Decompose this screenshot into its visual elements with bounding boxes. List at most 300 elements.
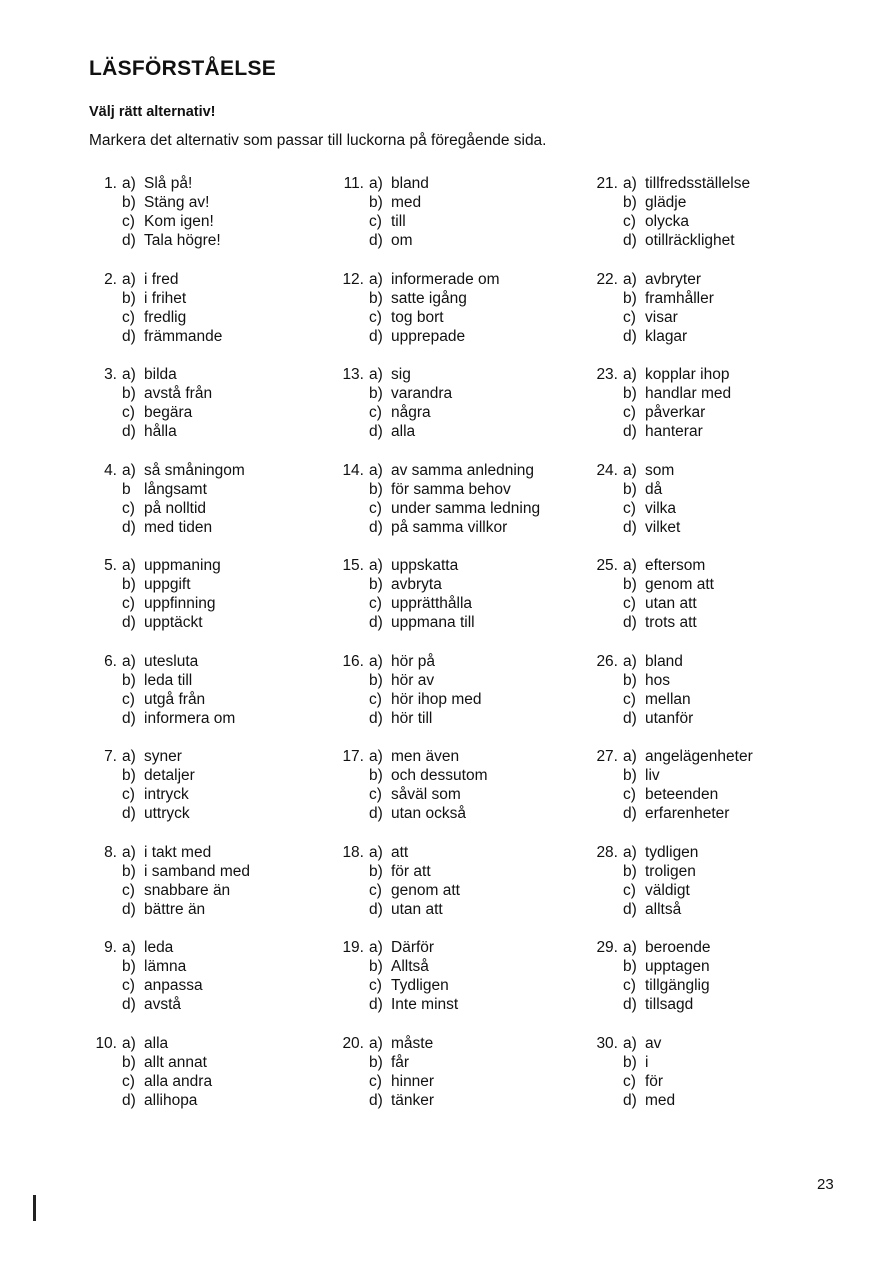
- option-text: avstå från: [144, 385, 213, 402]
- option-letter: d): [369, 709, 383, 727]
- answer-option: [590, 518, 753, 537]
- question-number: [590, 804, 623, 823]
- option-text: Kom igen!: [144, 213, 214, 230]
- answer-option: [336, 231, 540, 250]
- option-letter: c): [623, 499, 636, 517]
- option-text: varandra: [391, 385, 453, 402]
- option-letter: b): [623, 862, 637, 880]
- option-letter: d): [122, 709, 136, 727]
- option-text: eftersom: [645, 557, 706, 574]
- answer-option: [590, 403, 753, 422]
- question-number: [89, 327, 122, 346]
- question-number: [89, 480, 122, 499]
- option-letter: d): [369, 232, 383, 249]
- answer-option: [336, 613, 540, 632]
- option-text: otillräcklighet: [645, 232, 735, 249]
- option-text: avstå: [144, 996, 182, 1013]
- option-letter: b): [623, 194, 637, 211]
- answer-option: [590, 652, 753, 671]
- option-text: Inte minst: [391, 996, 459, 1013]
- question-item: [89, 747, 250, 843]
- answer-option: [336, 690, 540, 709]
- option-letter: a): [122, 1034, 136, 1052]
- option-text: får: [391, 1053, 410, 1071]
- answer-option: [89, 231, 250, 250]
- question-number: [89, 766, 122, 785]
- option-text: hinner: [391, 1072, 435, 1090]
- option-text: trots att: [645, 614, 697, 631]
- answer-option: [590, 365, 753, 384]
- question-number: [89, 881, 122, 900]
- question-item: [336, 1034, 540, 1130]
- answer-option: [89, 480, 250, 499]
- answer-option: [590, 193, 753, 212]
- option-text: på nolltid: [144, 499, 207, 517]
- answer-option: [89, 384, 250, 403]
- question-number: [590, 709, 623, 728]
- option-letter: a): [122, 461, 136, 479]
- question-number: 22.: [596, 270, 618, 288]
- question-number: [590, 881, 623, 900]
- question-number: [590, 518, 623, 537]
- answer-option: [89, 652, 250, 671]
- option-letter: c): [369, 595, 382, 612]
- answer-option: [336, 365, 540, 384]
- option-text: i frihet: [144, 289, 187, 307]
- option-text: hör till: [391, 709, 433, 727]
- option-letter: b): [122, 671, 136, 689]
- answer-option: [89, 403, 250, 422]
- option-text: Stäng av!: [144, 194, 210, 211]
- option-letter: b): [623, 1053, 637, 1071]
- option-letter: d): [122, 327, 136, 345]
- option-text: intryck: [144, 786, 189, 803]
- page-number: 23: [817, 1176, 834, 1193]
- option-letter: d): [369, 614, 383, 631]
- question-number: [590, 384, 623, 403]
- question-number: 24.: [596, 461, 618, 479]
- question-item: [590, 652, 753, 748]
- question-number: [89, 785, 122, 804]
- question-number: [336, 804, 369, 823]
- option-text: informera om: [144, 709, 236, 727]
- question-number: [89, 976, 122, 995]
- option-text: angelägenheter: [645, 748, 753, 765]
- option-text: med: [391, 194, 422, 211]
- question-number: [336, 671, 369, 690]
- option-letter: d): [623, 900, 637, 918]
- answer-option: [590, 976, 753, 995]
- option-letter: d): [122, 232, 136, 249]
- option-letter: b): [623, 671, 637, 689]
- answer-option: [336, 518, 540, 537]
- option-letter: b): [122, 194, 136, 211]
- option-letter: c): [122, 595, 135, 612]
- option-text: främmande: [144, 327, 223, 345]
- option-text: troligen: [645, 862, 696, 880]
- option-text: för: [645, 1072, 664, 1090]
- option-text: så småningom: [144, 461, 245, 479]
- question-number: [89, 575, 122, 594]
- question-number: [336, 327, 369, 346]
- answer-option: [336, 709, 540, 728]
- answer-option: [336, 881, 540, 900]
- option-text: upprepade: [391, 327, 466, 345]
- question-item: [89, 365, 250, 461]
- option-text: glädje: [645, 194, 687, 211]
- answer-option: [590, 938, 753, 957]
- question-number: 4.: [104, 461, 117, 479]
- option-text: alla andra: [144, 1072, 213, 1090]
- option-letter: c): [369, 308, 382, 326]
- answer-option: [590, 461, 753, 480]
- option-letter: d): [623, 327, 637, 345]
- option-letter: b): [369, 480, 383, 498]
- option-text: Tala högre!: [144, 232, 221, 249]
- question-number: [336, 976, 369, 995]
- answer-option: [89, 327, 250, 346]
- answer-option: [89, 174, 250, 193]
- option-text: satte igång: [391, 289, 467, 307]
- answer-option: [336, 747, 540, 766]
- answer-option: [590, 766, 753, 785]
- answer-option: [336, 289, 540, 308]
- answer-option: [590, 671, 753, 690]
- question-number: 7.: [104, 748, 117, 765]
- option-letter: b): [369, 767, 383, 784]
- question-column-3: [590, 174, 753, 1129]
- option-text: beteenden: [645, 786, 719, 803]
- option-letter: a): [369, 557, 383, 574]
- question-number: [590, 499, 623, 518]
- option-text: med: [645, 1091, 676, 1109]
- question-number: 8.: [104, 843, 117, 861]
- question-number: [89, 671, 122, 690]
- option-text: upptäckt: [144, 614, 203, 631]
- option-letter: a): [122, 843, 136, 861]
- option-letter: a): [623, 366, 637, 383]
- option-text: såväl som: [391, 786, 461, 803]
- option-text: utan att: [391, 900, 443, 918]
- answer-option: [336, 270, 540, 289]
- option-text: utanför: [645, 709, 694, 727]
- answer-option: [89, 1053, 250, 1072]
- answer-option: [590, 575, 753, 594]
- answer-option: [89, 766, 250, 785]
- answer-option: [89, 289, 250, 308]
- option-letter: d): [369, 423, 383, 440]
- option-text: för att: [391, 862, 431, 880]
- question-number: [89, 995, 122, 1014]
- option-letter: c): [623, 1072, 636, 1090]
- question-number: [89, 422, 122, 441]
- question-number: [89, 709, 122, 728]
- option-letter: c): [122, 404, 135, 421]
- option-text: genom att: [645, 576, 714, 593]
- answer-option: [590, 1053, 753, 1072]
- question-item: [590, 365, 753, 461]
- option-text: under samma ledning: [391, 499, 541, 517]
- option-letter: c): [122, 1072, 135, 1090]
- option-text: utgå från: [144, 690, 206, 708]
- option-text: anpassa: [144, 977, 203, 994]
- option-text: vilket: [645, 518, 681, 536]
- answer-option: [590, 480, 753, 499]
- option-text: hanterar: [645, 423, 703, 440]
- answer-option: [89, 365, 250, 384]
- question-number: [336, 900, 369, 919]
- answer-option: [336, 575, 540, 594]
- option-letter: d): [623, 996, 637, 1013]
- option-text: upprätthålla: [391, 595, 473, 612]
- option-text: tänker: [391, 1091, 435, 1109]
- option-letter: c): [623, 977, 636, 994]
- answer-option: [590, 1072, 753, 1091]
- option-letter: d): [369, 327, 383, 345]
- question-number: [89, 1072, 122, 1091]
- option-text: av: [645, 1034, 662, 1052]
- question-number: 1.: [104, 175, 117, 192]
- question-number: [89, 212, 122, 231]
- option-text: Tydligen: [391, 977, 449, 994]
- answer-option: [89, 212, 250, 231]
- answer-option: [336, 900, 540, 919]
- answer-option: [336, 308, 540, 327]
- option-letter: c): [122, 786, 135, 803]
- option-text: genom att: [391, 881, 460, 899]
- instruction-text: Markera det alternativ som passar till luckorna på föregående sida.: [89, 132, 547, 149]
- question-number: [336, 862, 369, 881]
- answer-option: [336, 1053, 540, 1072]
- option-letter: d): [122, 423, 136, 440]
- option-letter: b): [122, 576, 136, 593]
- answer-option: [336, 671, 540, 690]
- answer-option: [336, 499, 540, 518]
- option-text: avbryter: [645, 270, 701, 288]
- option-letter: a): [623, 175, 637, 192]
- margin-mark: [33, 1195, 36, 1221]
- question-number: [89, 804, 122, 823]
- option-letter: d): [623, 518, 637, 536]
- answer-option: [89, 747, 250, 766]
- option-letter: a): [623, 557, 637, 574]
- answer-option: [590, 995, 753, 1014]
- option-letter: a): [369, 461, 383, 479]
- question-number: [590, 1091, 623, 1110]
- option-letter: b: [122, 480, 131, 498]
- option-text: detaljer: [144, 767, 195, 784]
- answer-option: [336, 938, 540, 957]
- option-text: av samma anledning: [391, 461, 535, 479]
- option-letter: d): [369, 1091, 383, 1109]
- option-text: påverkar: [645, 404, 706, 421]
- option-letter: b): [369, 958, 383, 975]
- answer-option: [590, 690, 753, 709]
- option-text: erfarenheter: [645, 805, 730, 822]
- answer-option: [89, 613, 250, 632]
- option-text: Alltså: [391, 958, 429, 975]
- option-text: leda: [144, 939, 174, 956]
- question-number: 9.: [104, 939, 117, 956]
- answer-option: [590, 556, 753, 575]
- option-text: på samma villkor: [391, 518, 508, 536]
- question-number: [89, 231, 122, 250]
- question-number: [336, 1072, 369, 1091]
- question-number: 21.: [596, 175, 618, 192]
- question-number: [336, 193, 369, 212]
- option-letter: d): [369, 805, 383, 822]
- question-number: [89, 518, 122, 537]
- option-text: avbryta: [391, 576, 442, 593]
- answer-option: [590, 289, 753, 308]
- question-number: [336, 480, 369, 499]
- option-text: i samband med: [144, 862, 250, 880]
- question-number: [590, 193, 623, 212]
- question-number: [590, 289, 623, 308]
- option-text: hör av: [391, 671, 435, 689]
- question-number: 25.: [596, 557, 618, 574]
- question-number: 27.: [596, 748, 618, 765]
- option-letter: c): [122, 690, 135, 708]
- option-text: hos: [645, 671, 670, 689]
- answer-option: [89, 785, 250, 804]
- answer-option: [336, 327, 540, 346]
- option-letter: d): [369, 518, 383, 536]
- option-text: upptagen: [645, 958, 710, 975]
- answer-option: [89, 671, 250, 690]
- question-item: [89, 843, 250, 939]
- option-text: uppmaning: [144, 557, 221, 574]
- answer-option: [89, 193, 250, 212]
- option-text: uppmana till: [391, 614, 475, 631]
- option-text: uppskatta: [391, 557, 459, 574]
- question-number: [89, 594, 122, 613]
- question-item: [336, 461, 540, 557]
- option-letter: d): [623, 805, 637, 822]
- option-letter: d): [623, 232, 637, 249]
- answer-option: [336, 212, 540, 231]
- question-number: [590, 1072, 623, 1091]
- question-number: [89, 690, 122, 709]
- answer-option: [590, 308, 753, 327]
- question-number: 28.: [596, 843, 618, 861]
- question-column-2: [336, 174, 540, 1129]
- option-text: i fred: [144, 270, 179, 288]
- question-column-1: [89, 174, 250, 1129]
- question-item: [336, 843, 540, 939]
- question-number: [89, 289, 122, 308]
- option-text: snabbare än: [144, 881, 231, 899]
- option-text: till: [391, 213, 406, 230]
- answer-option: [590, 499, 753, 518]
- option-letter: a): [122, 748, 136, 765]
- question-number: [336, 709, 369, 728]
- option-letter: c): [122, 308, 135, 326]
- option-letter: d): [369, 996, 383, 1013]
- question-number: 14.: [342, 461, 364, 479]
- option-letter: c): [122, 213, 135, 230]
- answer-option: [590, 327, 753, 346]
- option-text: uttryck: [144, 805, 190, 822]
- option-letter: a): [623, 748, 637, 765]
- question-item: [590, 461, 753, 557]
- option-letter: b): [623, 767, 637, 784]
- option-letter: b): [122, 385, 136, 402]
- answer-option: [89, 862, 250, 881]
- answer-option: [336, 652, 540, 671]
- option-letter: b): [623, 385, 637, 402]
- answer-option: [590, 270, 753, 289]
- option-letter: c): [623, 690, 636, 708]
- option-text: för samma behov: [391, 480, 511, 498]
- option-letter: a): [122, 366, 136, 383]
- option-letter: a): [623, 270, 637, 288]
- option-text: tydligen: [645, 843, 699, 861]
- question-number: 2.: [104, 270, 117, 288]
- answer-option: [590, 174, 753, 193]
- option-text: om: [391, 232, 413, 249]
- option-letter: c): [623, 595, 636, 612]
- option-letter: a): [623, 1034, 637, 1052]
- question-number: 6.: [104, 652, 117, 670]
- option-text: liv: [645, 767, 660, 784]
- question-number: 17.: [342, 748, 364, 765]
- question-number: [89, 499, 122, 518]
- option-letter: d): [623, 709, 637, 727]
- option-text: allt annat: [144, 1053, 207, 1071]
- question-number: [89, 384, 122, 403]
- answer-option: [336, 995, 540, 1014]
- option-letter: c): [369, 690, 382, 708]
- option-letter: d): [122, 1091, 136, 1109]
- answer-option: [89, 881, 250, 900]
- question-number: 16.: [342, 652, 364, 670]
- option-letter: a): [122, 939, 136, 956]
- option-text: begära: [144, 404, 193, 421]
- option-letter: c): [623, 213, 636, 230]
- answer-option: [590, 881, 753, 900]
- question-number: [590, 995, 623, 1014]
- answer-option: [89, 804, 250, 823]
- answer-option: [590, 212, 753, 231]
- option-letter: a): [122, 557, 136, 574]
- answer-option: [89, 461, 250, 480]
- option-text: informerade om: [391, 270, 500, 288]
- question-number: 18.: [342, 843, 364, 861]
- question-number: [590, 480, 623, 499]
- answer-option: [89, 1091, 250, 1110]
- option-letter: b): [122, 958, 136, 975]
- option-letter: a): [369, 1034, 383, 1052]
- answer-option: [336, 480, 540, 499]
- option-text: några: [391, 404, 431, 421]
- option-text: tillfredsställelse: [645, 175, 751, 192]
- option-letter: c): [122, 499, 135, 517]
- question-number: [336, 1053, 369, 1072]
- option-letter: a): [369, 175, 383, 192]
- option-text: Slå på!: [144, 175, 193, 192]
- answer-option: [89, 1034, 250, 1053]
- option-text: långsamt: [144, 480, 207, 498]
- question-number: [590, 785, 623, 804]
- question-number: [590, 594, 623, 613]
- option-text: mellan: [645, 690, 691, 708]
- question-number: [89, 613, 122, 632]
- question-number: 13.: [342, 366, 364, 383]
- answer-option: [336, 785, 540, 804]
- option-letter: c): [369, 213, 382, 230]
- question-number: [336, 1091, 369, 1110]
